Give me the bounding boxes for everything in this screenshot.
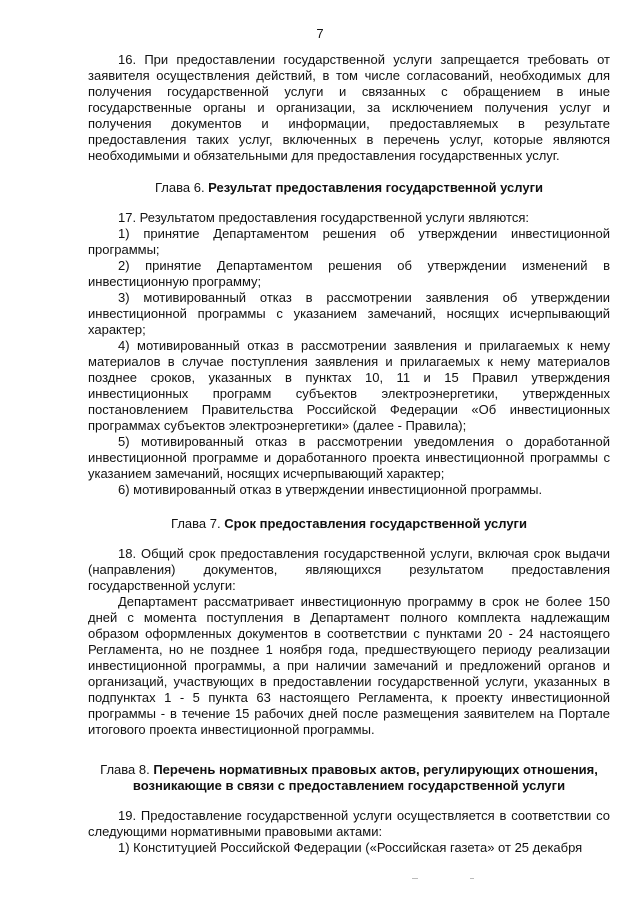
chapter-6-title: Результат предоставления государственной услуги [208,180,544,195]
chapter-6-heading [88,180,610,196]
list-item-17-1: 1) принятие Департаментом решения об утверждении инвестиционной программы; [88,226,610,257]
list-item-19-1: 1) Конституцией Российской Федерации («Российская газета» от 25 декабря [118,840,583,855]
paragraph-18-body: Департамент рассматривает инвестиционную программу в срок не более 150 дней с момента поступления в Департамент полного комплекта надлежащим образом оформленных документов в соответствии с пунктами 20 - 24 настоящего Регламента, но не позднее 1 ноября года, предшествующего периоду реализации инвестиционной программы, а при наличии замечаний и предложений органов и организаций, участвующих в предоставлении государственной услуги, указанных в подпунктах 1 - 5 пункта 63 настоящего Регламента, к проекту инвестиционной программы - в течение 15 рабочих дней после размещения заявителем на Портале итогового проекта инвестиционной программы. [88,594,610,737]
chapter-6-prefix: Глава 6. [154,180,209,195]
scan-mark [470,878,474,879]
list-item-17-4: 4) мотивированный отказ в рассмотрении заявления и прилагаемых к нему материалов в случае поступления заявления и прилагаемых к нему материалов позднее сроков, указанных в пунктах 10, 11 и 15 Правил утверждения инвестиционных программ субъектов электроэнергетики, утвержденных постановлением Правительства Российской Федерации «Об инвестиционных программах субъектов электроэнергетики» (далее - Правила); [88,338,610,433]
chapter-8-heading [88,762,610,794]
list-item-17-3: 3) мотивированный отказ в рассмотрении заявления об утверждении инвестиционной программы с указанием замечаний, носящих исчерпывающий характер; [88,290,610,337]
chapter-7-title: Срок предоставления государственной услуги [224,516,527,531]
paragraph-16: 16. При предоставлении государственной услуги запрещается требовать от заявителя осуществления действий, в том числе согласований, необходимых для получения государственной услуги и связанных с обращением в иные государственные органы и организации, за исключением получения услуг и получения документов и информации, предоставляемых в результате предоставления таких услуг, включенных в перечень услуг, которые являются необходимыми и обязательными для предоставления государственных услуг. [88,52,610,163]
list-item-17-5: 5) мотивированный отказ в рассмотрении уведомления о доработанной инвестиционной программе и доработанного проекта инвестиционной программы с указанием замечаний, носящих исчерпывающий характер; [88,434,610,481]
chapter-7-heading [88,516,610,532]
paragraph-18-intro: 18. Общий срок предоставления государственной услуги, включая срок выдачи (направления) документов, являющихся результатом предоставления государственной услуги: [88,546,610,593]
list-item-17-2: 2) принятие Департаментом решения об утверждении изменений в инвестиционную программу; [88,258,610,289]
scan-mark [412,878,418,879]
chapter-8-title-line2: возникающие в связи с предоставлением государственной услуги [132,778,566,793]
paragraph-17-intro: 17. Результатом предоставления государственной услуги являются: [118,210,529,225]
chapter-8-heading-line1 [88,762,610,778]
chapter-8-title-line1: Перечень нормативных правовых актов, регулирующих отношения, [153,762,598,777]
paragraph-19-intro: 19. Предоставление государственной услуги осуществляется в соответствии со следующими нормативными правовыми актами: [88,808,610,839]
chapter-8-prefix: Глава 8. [100,762,154,777]
list-item-17-6: 6) мотивированный отказ в утверждении инвестиционной программы. [118,482,543,497]
page-number: 7 [316,26,324,41]
chapter-8-heading-line2 [88,778,610,794]
chapter-7-prefix: Глава 7. [171,516,225,531]
